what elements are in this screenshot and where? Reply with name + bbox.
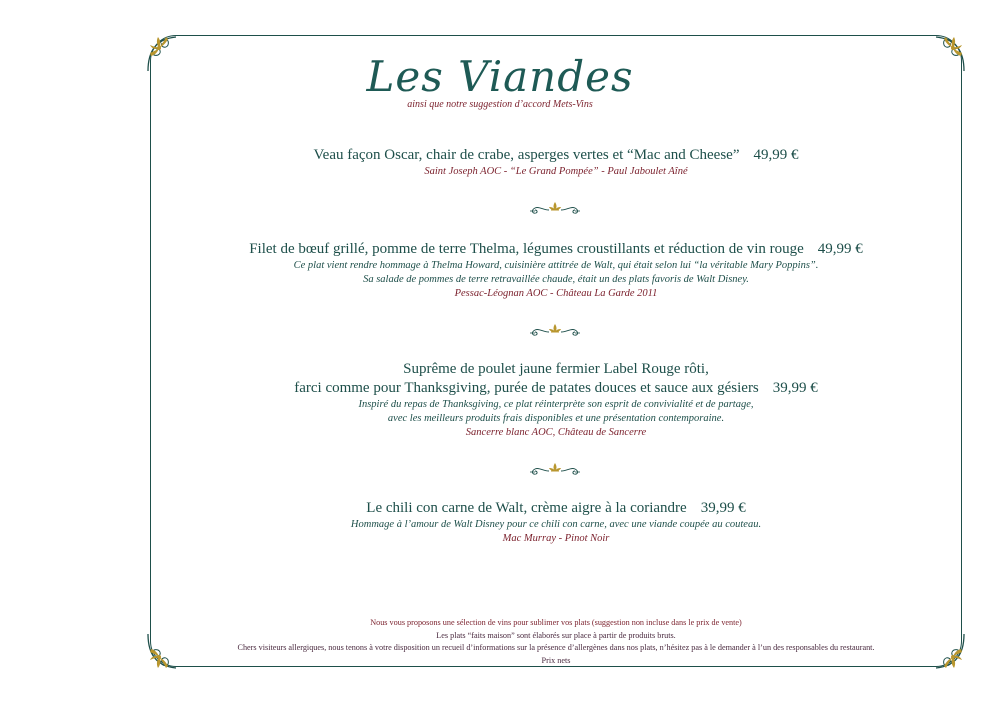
dish-name: Veau façon Oscar, chair de crabe, asperges vertes et “Mac and Cheese” xyxy=(313,147,740,163)
dish-description-line: Hommage à l’amour de Walt Disney pour ce chili con carne, avec une viande coupée au couteau. xyxy=(350,519,762,530)
dish-title xyxy=(150,146,962,165)
footer-allergen-note: Chers visiteurs allergiques, nous tenons à votre disposition un recueil d’informations sur la présence d’allergènes dans nos plats, n’hésitez pas à le demander à l’un des responsables du restaurant. xyxy=(237,643,875,652)
page-title: Les Viandes xyxy=(366,52,634,101)
dish-name: Le chili con carne de Walt, crème aigre à la coriandre xyxy=(366,500,687,516)
wine-pairing: Saint Joseph AOC - “Le Grand Pompée” - Paul Jaboulet Aîné xyxy=(424,166,688,177)
wine-pairing: Sancerre blanc AOC, Château de Sancerre xyxy=(465,427,647,438)
dish-description-line: Ce plat vient rendre hommage à Thelma Howard, cuisinière attitrée de Walt, qui était selon lui “la véritable Mary Poppins”. xyxy=(293,260,819,271)
divider-ornament-icon xyxy=(529,201,581,215)
dish-name: farci comme pour Thanksgiving, purée de patates douces et sauce aux gésiers xyxy=(294,380,759,396)
divider-ornament-icon xyxy=(529,462,581,476)
dish-description-line: Sa salade de pommes de terre retravaillée chaude, était un des plats favoris de Walt Disney. xyxy=(363,274,749,285)
dish-title xyxy=(150,240,962,259)
dish-item-chili xyxy=(150,499,962,546)
dish-price: 39,99 € xyxy=(700,500,746,516)
dish-item-veau xyxy=(150,146,962,179)
footer-homemade-note: Les plats “faits maison” sont élaborés sur place à partir de produits bruts. xyxy=(436,630,676,640)
dish-item-supreme-poulet xyxy=(150,360,962,440)
wine-pairing: Pessac-Léognan AOC - Château La Garde 2011 xyxy=(454,288,658,299)
dish-item-filet-boeuf xyxy=(150,240,962,301)
page-subtitle: ainsi que notre suggestion d’accord Mets-Vins xyxy=(407,99,593,110)
dish-title xyxy=(150,379,962,398)
dish-price: 49,99 € xyxy=(817,241,863,257)
dish-name: Filet de bœuf grillé, pomme de terre Thelma, légumes croustillants et réduction de vin rouge xyxy=(249,241,804,257)
dish-description-line: avec les meilleurs produits frais disponibles et une présentation contemporaine. xyxy=(387,413,725,424)
wine-pairing: Mac Murray - Pinot Noir xyxy=(502,533,610,544)
dish-description-line: Inspiré du repas de Thanksgiving, ce plat réinterprète son esprit de convivialité et de partage, xyxy=(358,399,754,410)
menu-footer xyxy=(150,617,962,667)
menu-border-frame xyxy=(150,35,962,667)
dish-title xyxy=(150,499,962,518)
divider-ornament-icon xyxy=(529,323,581,337)
footer-price-note: Prix nets xyxy=(541,655,571,665)
dish-price: 39,99 € xyxy=(772,380,818,396)
footer-wine-note: Nous vous proposons une sélection de vins pour sublimer vos plats (suggestion non incluse dans le prix de vente) xyxy=(370,618,742,627)
dish-price: 49,99 € xyxy=(753,147,799,163)
dish-title-line-1: Suprême de poulet jaune fermier Label Rouge rôti, xyxy=(403,361,709,377)
